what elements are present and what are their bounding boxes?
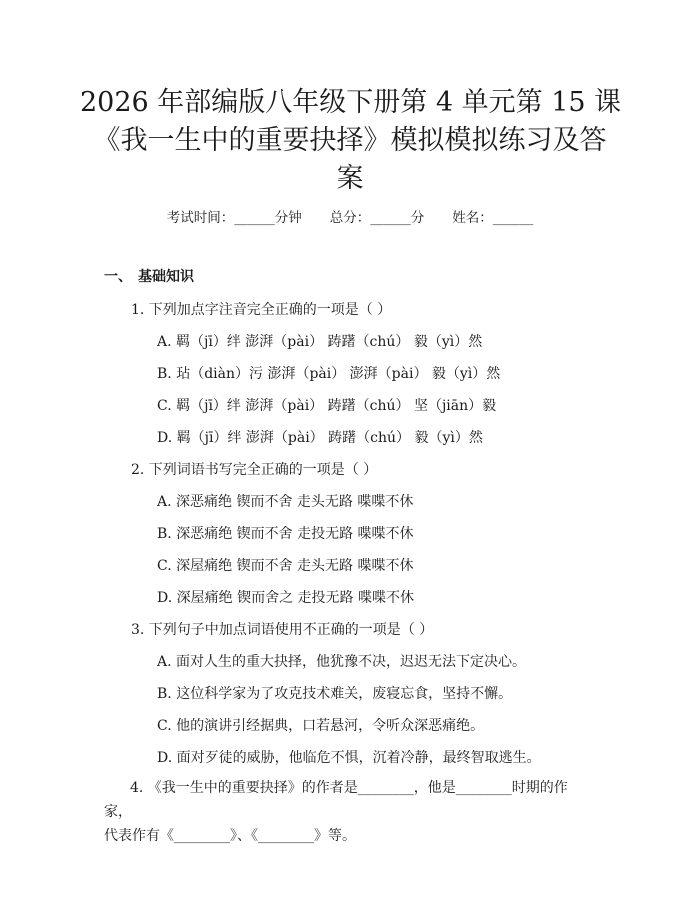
question-option: A. 深恶痛绝 锲而不舍 走头无路 喋喋不休: [157, 494, 414, 510]
question-option: C. 他的演讲引经据典，口若悬河，令听众深恶痛绝。: [157, 718, 485, 734]
section-label: 基础知识: [138, 269, 194, 285]
title-line-2: 《我一生中的重要抉择》模拟模拟练习及答: [93, 125, 607, 156]
question-option: B. 深恶痛绝 锲而不舍 走投无路 喋喋不休: [157, 526, 414, 542]
question-fill-in: [104, 776, 584, 848]
question-option: D. 深屋痛绝 锲而舍之 走投无路 喋喋不休: [157, 590, 414, 606]
question-option: C. 深屋痛绝 锲而不舍 走头无路 喋喋不休: [157, 558, 414, 574]
question-option: C. 羁（jī）绊 澎湃（pài） 踌躇（chú） 坚（jiān）毅: [157, 398, 497, 414]
exam-time: 考试时间：______分钟: [166, 210, 302, 226]
question-option: A. 面对人生的重大抉择，他犹豫不决，迟迟无法下定决心。: [157, 654, 527, 670]
question-option: B. 玷（diàn）污 澎湃（pài） 澎湃（pài） 毅（yì）然: [157, 366, 501, 382]
question-option: D. 羁（jī）绊 澎湃（pài） 踌躇（chú） 毅（yì）然: [157, 430, 483, 446]
question-option: A. 羁（jī）绊 澎湃（pài） 踌躇（chú） 毅（yì）然: [157, 334, 483, 350]
question-stem: 2. 下列词语书写完全正确的一项是（ ）: [131, 462, 378, 478]
question-4-line-1: 4. 《我一生中的重要抉择》的作者是________，他是________时期的作家，: [104, 780, 568, 820]
section-heading: [104, 266, 194, 286]
title-line-1: 2026 年部编版八年级下册第 4 单元第 15 课: [80, 87, 622, 118]
exam-meta: [0, 206, 700, 226]
question-option: B. 这位科学家为了攻克技术难关，废寝忘食，坚持不懈。: [157, 686, 513, 702]
title-line-3: 案: [336, 163, 364, 194]
question-option: D. 面对歹徒的威胁，他临危不惧，沉着冷静，最终智取逃生。: [157, 750, 541, 766]
exam-score: 总分：______分: [329, 210, 425, 226]
question-4-line-2: 代表作有《________》、《________》等。: [104, 828, 356, 844]
question-stem: 1. 下列加点字注音完全正确的一项是（ ）: [131, 302, 392, 318]
question-stem: 3. 下列句子中加点词语使用不正确的一项是（ ）: [131, 622, 434, 638]
section-number: 一、: [104, 269, 132, 285]
document-title: [80, 84, 620, 198]
student-name: 姓名：______: [452, 210, 534, 226]
